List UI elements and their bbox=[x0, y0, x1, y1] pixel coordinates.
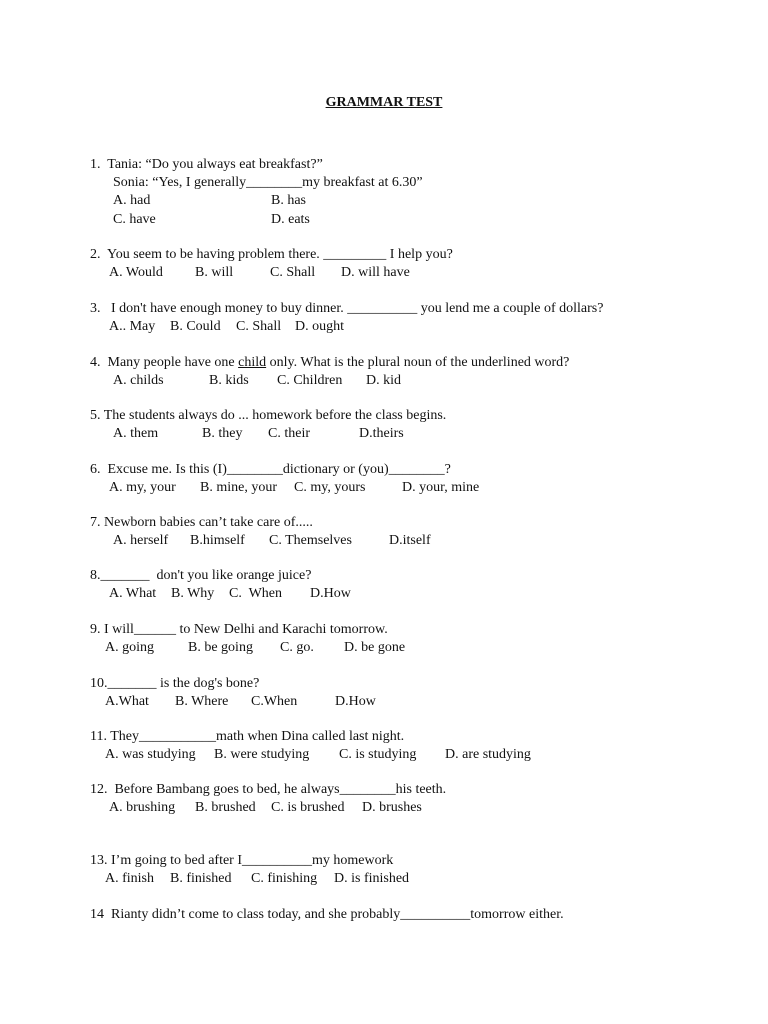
question-1-option-d: D. eats bbox=[271, 212, 310, 227]
question-5-option-a: A. them bbox=[113, 426, 159, 441]
question-5-option-b: B. they bbox=[202, 426, 243, 441]
question-10-option-d: D.How bbox=[335, 694, 376, 709]
question-3-option-c: C. Shall bbox=[236, 319, 282, 334]
question-7-stem: 7. Newborn babies can’t take care of..... bbox=[90, 515, 313, 530]
question-13-stem: 13. I’m going to bed after I__________my homework bbox=[90, 853, 394, 868]
question-3-stem: 3. I don't have enough money to buy dinner. __________ you lend me a couple of dollars? bbox=[90, 301, 604, 316]
question-6-stem: 6. Excuse me. Is this (I)________dictionary or (you)________? bbox=[90, 462, 451, 477]
question-7-option-a: A. herself bbox=[113, 533, 169, 548]
question-1-option-a: A. had bbox=[113, 193, 151, 208]
question-11-option-a: A. was studying bbox=[105, 747, 196, 762]
question-6-option-d: D. your, mine bbox=[402, 480, 480, 495]
question-10-stem: 10._______ is the dog's bone? bbox=[90, 676, 260, 691]
question-12-option-a: A. brushing bbox=[109, 800, 176, 815]
question-12-option-c: C. is brushed bbox=[271, 800, 345, 815]
question-2-option-a: A. Would bbox=[109, 265, 163, 280]
question-4-option-a: A. childs bbox=[113, 373, 164, 388]
question-13-option-d: D. is finished bbox=[334, 871, 410, 886]
question-1-stem-2: Sonia: “Yes, I generally________my breakfast at 6.30” bbox=[113, 175, 423, 190]
question-8-option-d: D.How bbox=[310, 586, 351, 601]
question-7-option-c: C. Themselves bbox=[269, 533, 352, 548]
question-5-option-c: C. their bbox=[268, 426, 310, 441]
question-9-option-d: D. be gone bbox=[344, 640, 406, 655]
question-11-option-c: C. is studying bbox=[339, 747, 417, 762]
question-14-stem: 14 Rianty didn’t come to class today, and she probably__________tomorrow either. bbox=[90, 907, 564, 922]
question-10-option-a: A.What bbox=[105, 694, 149, 709]
question-6-option-c: C. my, yours bbox=[294, 480, 366, 495]
question-8-stem: 8._______ don't you like orange juice? bbox=[90, 568, 312, 583]
question-12-stem: 12. Before Bambang goes to bed, he always________his teeth. bbox=[90, 782, 447, 797]
question-7-option-d: D.itself bbox=[389, 533, 431, 548]
question-2-option-c: C. Shall bbox=[270, 265, 316, 280]
question-9-option-b: B. be going bbox=[188, 640, 253, 655]
question-4-stem: 4. Many people have one child only. What is the plural noun of the underlined word? bbox=[90, 355, 570, 370]
question-5-stem: 5. The students always do ... homework before the class begins. bbox=[90, 408, 447, 423]
question-11-option-d: D. are studying bbox=[445, 747, 531, 762]
question-2-option-d: D. will have bbox=[341, 265, 410, 280]
question-9-stem: 9. I will______ to New Delhi and Karachi tomorrow. bbox=[90, 622, 388, 637]
question-10-option-b: B. Where bbox=[175, 694, 229, 709]
question-12-option-b: B. brushed bbox=[195, 800, 256, 815]
question-8-option-a: A. What bbox=[109, 586, 157, 601]
question-7-option-b: B.himself bbox=[190, 533, 245, 548]
question-12-option-d: D. brushes bbox=[362, 800, 422, 815]
question-10-option-c: C.When bbox=[251, 694, 298, 709]
question-13-option-b: B. finished bbox=[170, 871, 232, 886]
question-13-option-c: C. finishing bbox=[251, 871, 318, 886]
question-8-option-c: C. When bbox=[229, 586, 283, 601]
question-8-option-b: B. Why bbox=[171, 586, 215, 601]
question-1-option-b: B. has bbox=[271, 193, 306, 208]
question-9-option-a: A. going bbox=[105, 640, 154, 655]
question-4-option-c: C. Children bbox=[277, 373, 343, 388]
question-2-stem: 2. You seem to be having problem there. _________ I help you? bbox=[90, 247, 453, 262]
question-11-stem: 11. They___________math when Dina called last night. bbox=[90, 729, 405, 744]
page-title: GRAMMAR TEST bbox=[325, 95, 443, 110]
question-5-option-d: D.theirs bbox=[359, 426, 404, 441]
question-1-option-c: C. have bbox=[113, 212, 156, 227]
question-6-option-a: A. my, your bbox=[109, 480, 176, 495]
question-9-option-c: C. go. bbox=[280, 640, 314, 655]
question-3-option-d: D. ought bbox=[295, 319, 344, 334]
question-6-option-b: B. mine, your bbox=[200, 480, 277, 495]
question-3-option-a: A.. May bbox=[109, 319, 156, 334]
question-4-option-d: D. kid bbox=[366, 373, 401, 388]
underlined-word: child bbox=[238, 355, 267, 370]
question-13-option-a: A. finish bbox=[105, 871, 154, 886]
question-1-stem: 1. Tania: “Do you always eat breakfast?” bbox=[90, 157, 323, 172]
question-2-option-b: B. will bbox=[195, 265, 234, 280]
question-4-option-b: B. kids bbox=[209, 373, 249, 388]
question-3-option-b: B. Could bbox=[170, 319, 221, 334]
question-11-option-b: B. were studying bbox=[214, 747, 310, 762]
